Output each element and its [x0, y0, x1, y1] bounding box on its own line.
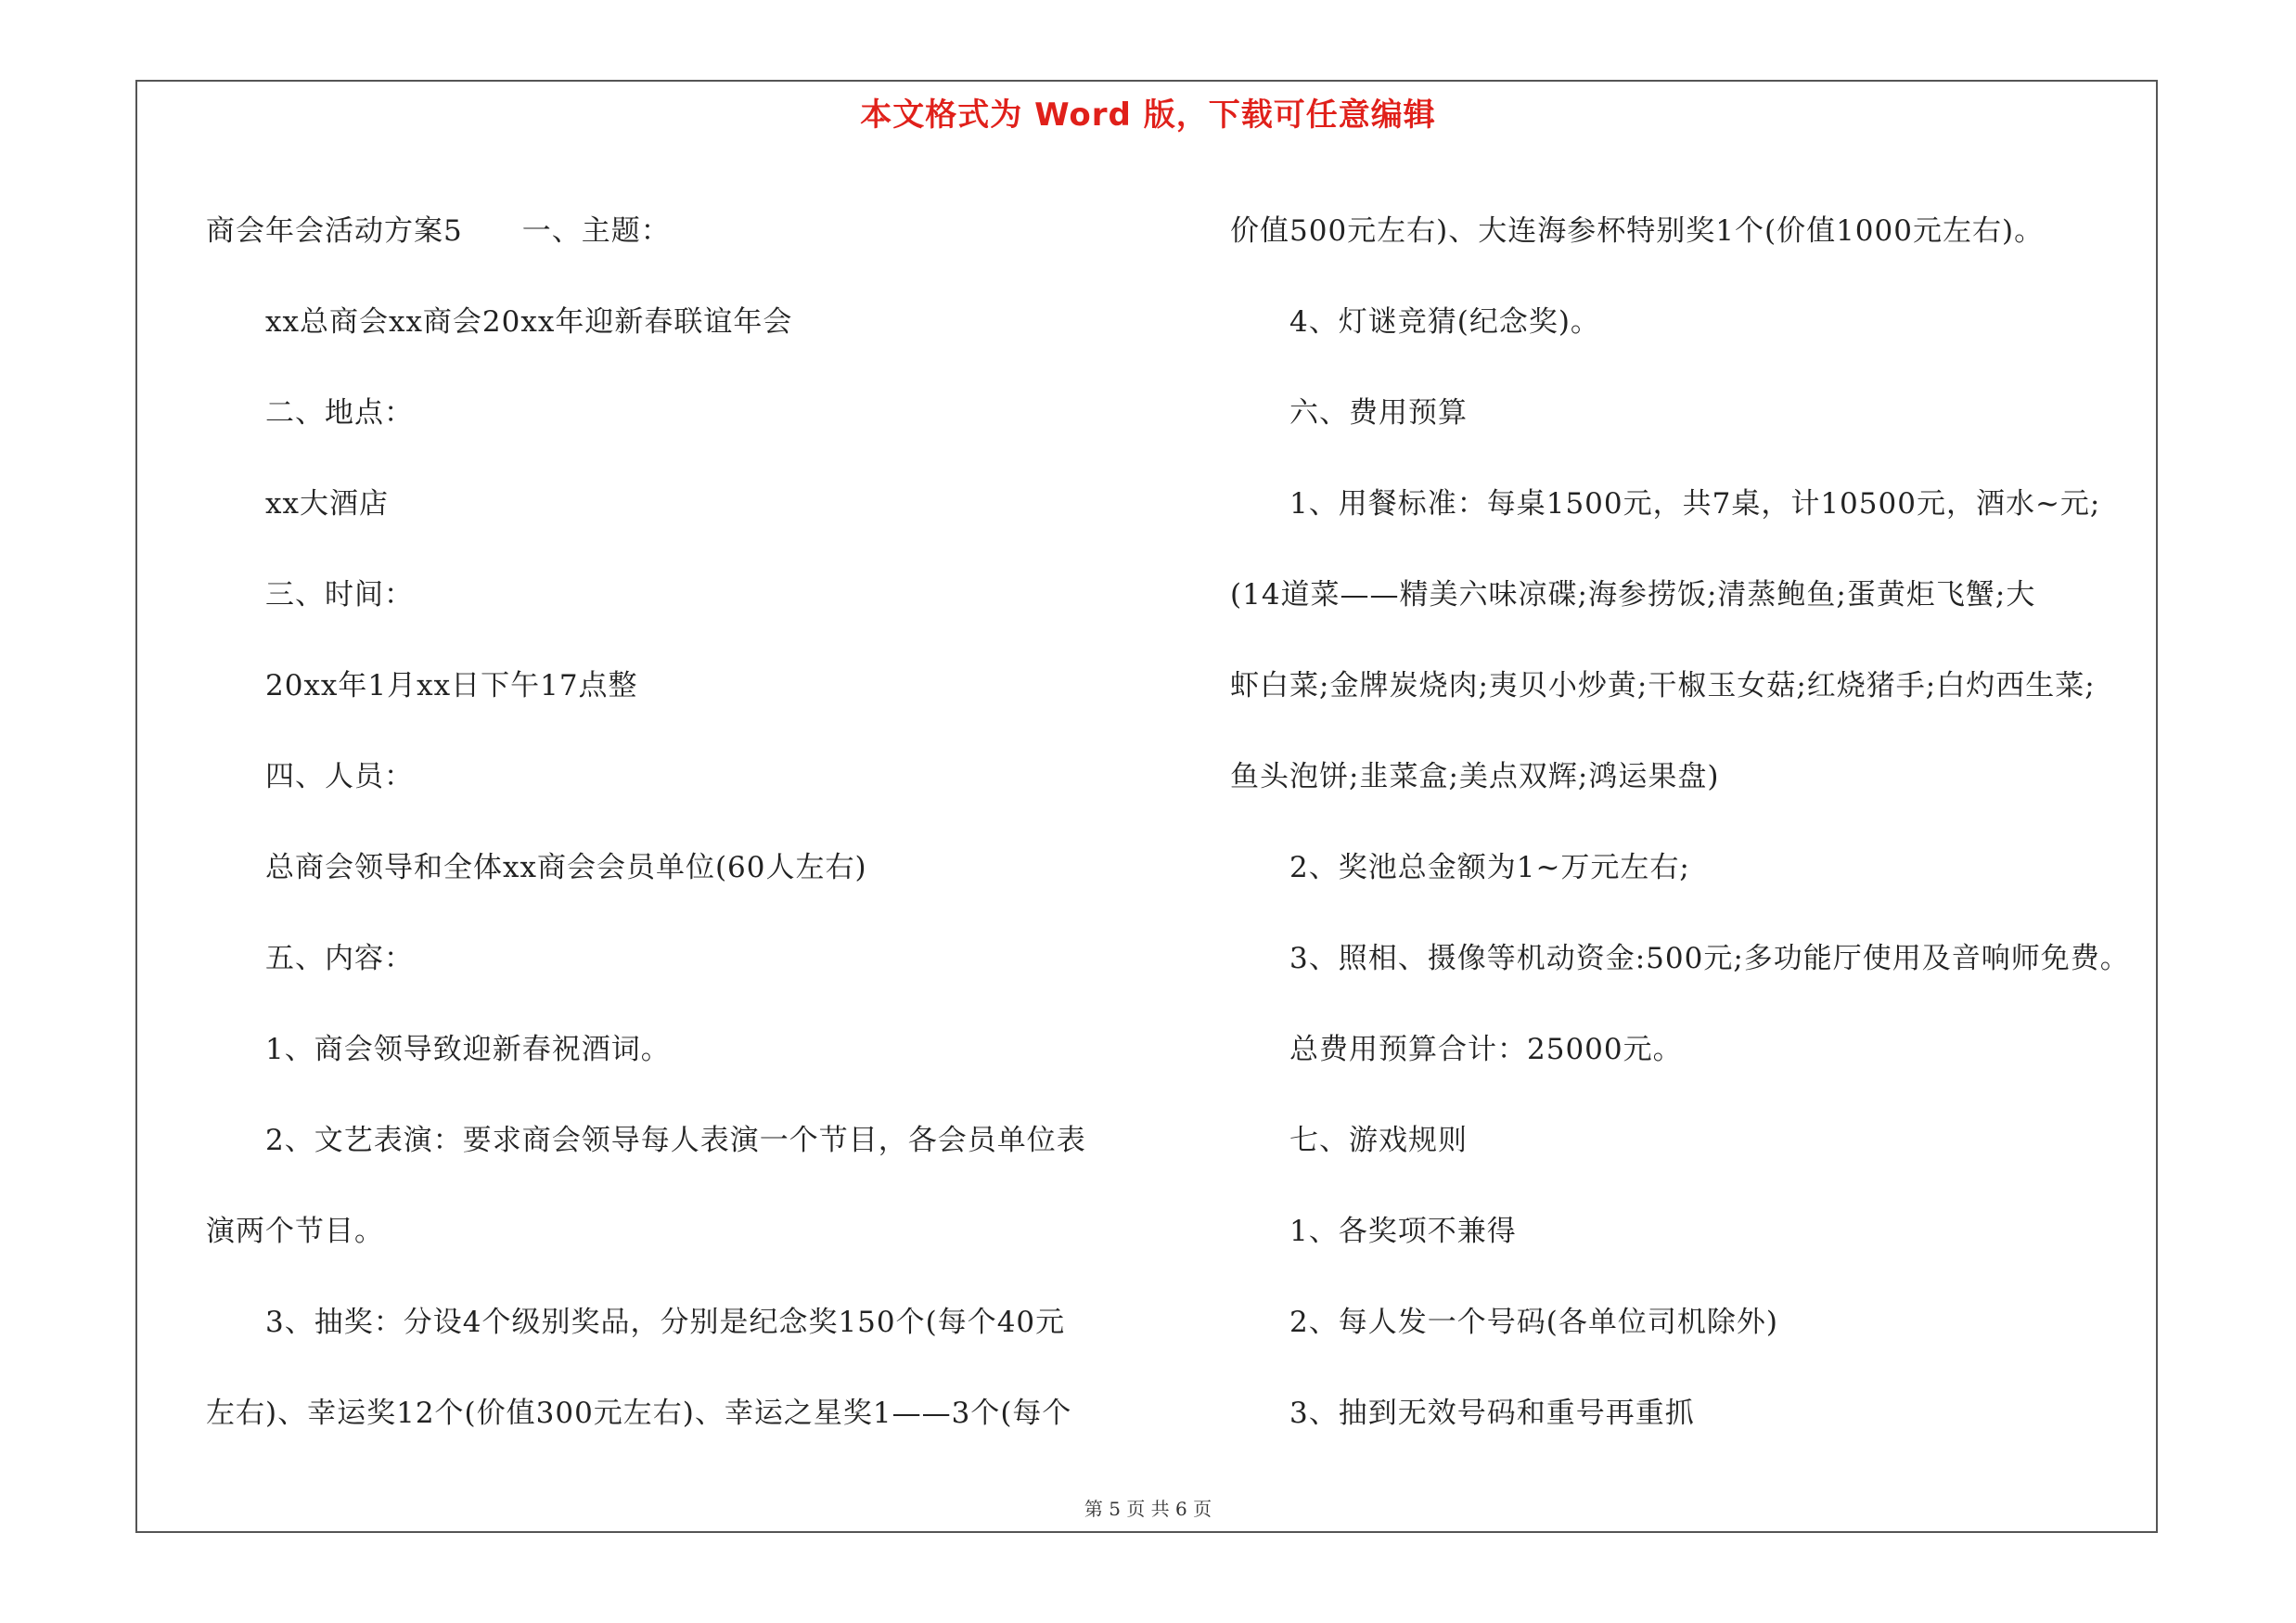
content-item-3: 3、抽奖：分设4个级别奖品，分别是纪念奖150个(每个40元	[265, 1306, 1066, 1339]
doc-title-line: 商会年会活动方案5 一、主题：	[206, 214, 671, 248]
budget-item-2: 2、奖池总金额为1~万元左右;	[1289, 851, 1690, 884]
rule-item-2: 2、每人发一个号码(各单位司机除外)	[1289, 1306, 1778, 1339]
rule-item-3: 3、抽到无效号码和重号再重抓	[1289, 1397, 1695, 1430]
content-item-2-cont: 演两个节目。	[206, 1215, 384, 1248]
theme-text: xx总商会xx商会20xx年迎新春联谊年会	[265, 305, 793, 339]
page-number: 第 5 页 共 6 页	[1084, 1498, 1212, 1520]
budget-item-1: 1、用餐标准：每桌1500元，共7桌，计10500元，酒水~元;	[1289, 487, 2101, 521]
section-rules-heading: 七、游戏规则	[1289, 1124, 1468, 1157]
budget-total: 总费用预算合计：25000元。	[1289, 1033, 1683, 1066]
right-column	[1230, 186, 2158, 1459]
budget-menu-line-2: 虾白菜;金牌炭烧肉;夷贝小炒黄;干椒玉女菇;红烧猪手;白灼西生菜;	[1230, 669, 2096, 702]
left-column	[206, 186, 1134, 1459]
document-header: 本文格式为 Word 版，下载可任意编辑	[860, 97, 1436, 134]
budget-item-3: 3、照相、摄像等机动资金:500元;多功能厅使用及音响师免费。	[1289, 942, 2130, 975]
section-budget-heading: 六、费用预算	[1289, 396, 1468, 430]
content-item-2: 2、文艺表演：要求商会领导每人表演一个节目，各会员单位表	[265, 1124, 1086, 1157]
time-text: 20xx年1月xx日下午17点整	[265, 669, 638, 702]
budget-menu-line-1: (14道菜——精美六味凉碟;海参捞饭;清蒸鲍鱼;蛋黄炬飞蟹;大	[1230, 578, 2036, 612]
section-content-heading: 五、内容：	[265, 942, 414, 975]
location-text: xx大酒店	[265, 487, 389, 521]
content-item-4: 4、灯谜竞猜(纪念奖)。	[1289, 305, 1600, 339]
section-time-heading: 三、时间：	[265, 578, 414, 612]
content-item-1: 1、商会领导致迎新春祝酒词。	[265, 1033, 671, 1066]
section-people-heading: 四、人员：	[265, 760, 414, 793]
people-text: 总商会领导和全体xx商会会员单位(60人左右)	[265, 851, 867, 884]
content-item-3-cont-2: 价值500元左右)、大连海参杯特别奖1个(价值1000元左右)。	[1230, 214, 2045, 248]
section-location-heading: 二、地点：	[265, 396, 414, 430]
rule-item-1: 1、各奖项不兼得	[1289, 1215, 1517, 1248]
content-item-3-cont: 左右)、幸运奖12个(价值300元左右)、幸运之星奖1——3个(每个	[206, 1397, 1072, 1430]
budget-menu-line-3: 鱼头泡饼;韭菜盒;美点双辉;鸿运果盘)	[1230, 760, 1720, 793]
